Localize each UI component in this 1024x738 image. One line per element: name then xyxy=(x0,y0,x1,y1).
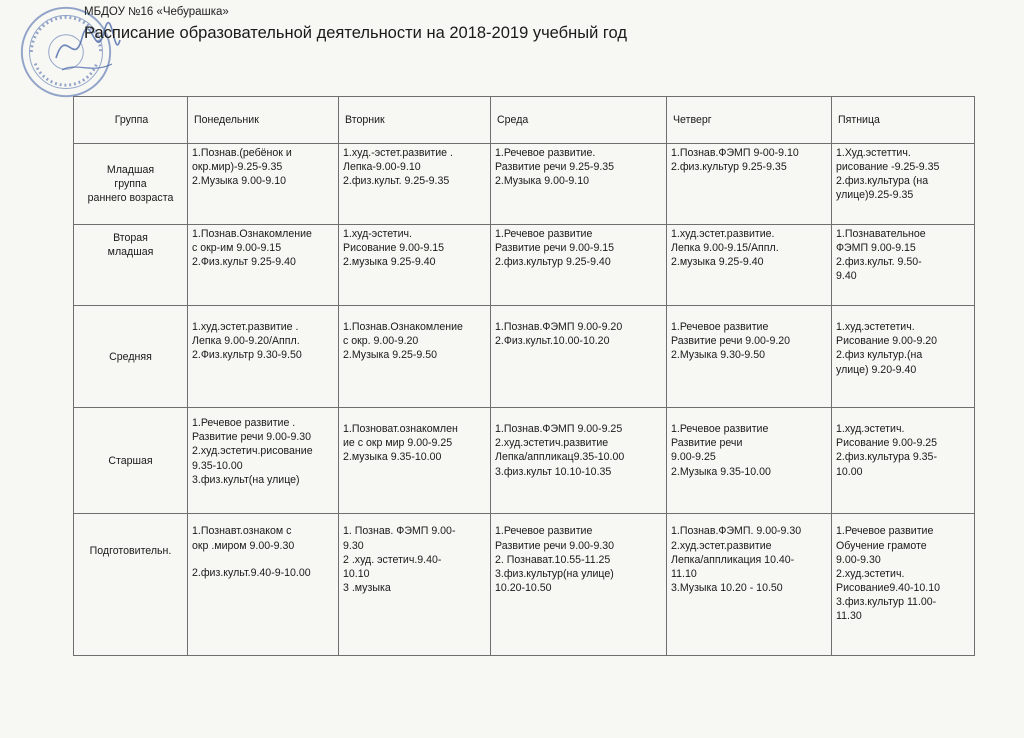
activity-line: Лепка/аппликация 10.40- xyxy=(671,553,795,566)
group-name-line: Средняя xyxy=(109,350,152,363)
activity-line: 2.худ.эстетич.рисование xyxy=(192,445,313,458)
activity-line: 2.физ.культур 9.25-9.35 xyxy=(671,161,787,174)
activity-line: 11.10 xyxy=(671,567,697,580)
activity-line: 9.00-9.30 xyxy=(836,553,881,566)
column-header-monday: Понедельник xyxy=(188,97,339,144)
activity-line: окр .миром 9.00-9.30 xyxy=(192,539,295,552)
schedule-cell-wednesday xyxy=(491,225,667,306)
schedule-cell-wednesday xyxy=(491,514,667,656)
activity-line: 2.Музыка 9.25-9.50 xyxy=(343,349,438,362)
activity-line: 1.Познав.(ребёнок и xyxy=(192,147,292,159)
activity-line: 2.музыка 9.35-10.00 xyxy=(343,451,442,464)
activity-line: 3.физ.культур 11.00- xyxy=(836,595,937,608)
group-name-line: младшая xyxy=(107,246,154,259)
activity-line: Развитие речи xyxy=(671,437,743,450)
activity-line xyxy=(192,553,334,566)
schedule-cell-tuesday xyxy=(339,225,491,306)
activity-line: 2.Музыка 9.00-9.10 xyxy=(495,175,590,188)
activity-line: 1.Познав.Ознакомление xyxy=(343,321,463,334)
group-name-cell xyxy=(74,408,188,514)
activity-line: 1.худ.эстет.развитие . xyxy=(192,321,299,334)
schedule-cell-tuesday xyxy=(339,408,491,514)
activity-line: 9.00-9.25 xyxy=(671,451,716,464)
activity-line: 2.Музыка 9.35-10.00 xyxy=(671,465,771,478)
activity-line: Рисование 9.00-9.20 xyxy=(836,335,938,348)
activity-line: 1.худ.эстет.развитие. xyxy=(671,228,775,241)
activity-line: с окр-им 9.00-9.15 xyxy=(192,242,282,255)
activity-line: 2.физ.культ.9.40-9-10.00 xyxy=(192,566,311,579)
activity-line: 9.40 xyxy=(836,270,857,283)
activity-line: 2.физ.культ. 9.25-9.35 xyxy=(343,175,450,188)
activity-line: 2.физ.культур 9.25-9.40 xyxy=(495,256,611,269)
schedule-cell-friday xyxy=(832,408,975,514)
column-header-thursday: Четверг xyxy=(667,97,832,144)
activity-line: 2.худ.эстетич. xyxy=(836,567,905,580)
activity-line: 2.Физ.культр 9.30-9.50 xyxy=(192,349,302,362)
activity-line: 2.худ.эстет.развитие xyxy=(671,539,772,552)
activity-line: 3.физ.культ(на улице) xyxy=(192,473,300,486)
activity-line: 1.Познав.ФЭМП 9-00-9.10 xyxy=(671,147,799,159)
schedule-cell-friday xyxy=(832,225,975,306)
schedule-cell-friday xyxy=(832,306,975,408)
activity-line: 1.Познав.ФЭМП. 9.00-9.30 xyxy=(671,525,802,538)
schedule-cell-monday xyxy=(188,225,339,306)
activity-line: 9.35-10.00 xyxy=(192,459,243,472)
activity-line: 1.Речевое развитие . xyxy=(192,417,296,430)
activity-line: окр.мир)-9.25-9.35 xyxy=(192,161,283,174)
group-name-line: раннего возраста xyxy=(87,192,174,205)
activity-line: 2.худ.эстетич.развитие xyxy=(495,437,609,450)
activity-line: 2.музыка 9.25-9.40 xyxy=(671,256,764,269)
schedule-cell-monday xyxy=(188,306,339,408)
activity-line: 1.Речевое развитие xyxy=(495,228,593,241)
column-header-tuesday: Вторник xyxy=(339,97,491,144)
schedule-cell-tuesday xyxy=(339,514,491,656)
activity-line: Лепка 9.00-9.20/Аппл. xyxy=(192,335,300,348)
page-title: Расписание образовательной деятельности на 2018-2019 учебный год xyxy=(84,24,627,42)
activity-line: Развитие речи 9.00-9.15 xyxy=(495,242,615,255)
schedule-cell-wednesday xyxy=(491,306,667,408)
activity-line: улице)9.25-9.35 xyxy=(836,189,914,202)
activity-line: улице) 9.20-9.40 xyxy=(836,363,917,376)
activity-line: 3.физ.культур(на улице) xyxy=(495,567,614,580)
activity-line: 3 .музыка xyxy=(343,581,391,594)
group-name-line: Младшая xyxy=(106,163,155,176)
schedule-cell-friday xyxy=(832,144,975,225)
activity-line: 1.Познав.ФЭМП 9.00-9.25 xyxy=(495,423,623,436)
group-name-cell xyxy=(74,306,188,408)
activity-line: 1.Познав.Ознакомление xyxy=(192,228,312,241)
group-name-line: группа xyxy=(114,178,147,191)
schedule-table xyxy=(73,96,975,656)
activity-line: Развитие речи 9.00-9.30 xyxy=(495,539,615,552)
activity-line: 10.20-10.50 xyxy=(495,581,552,594)
activity-line: 1.Познавательное xyxy=(836,228,926,241)
activity-line: 1.Речевое развитие. xyxy=(495,147,596,159)
activity-line: Лепка/аппликац9.35-10.00 xyxy=(495,451,625,464)
activity-line: 1.худ.-эстет.развитие . xyxy=(343,147,453,159)
activity-line: Рисование 9.00-9.25 xyxy=(836,437,938,450)
table-header-row xyxy=(74,97,975,144)
activity-line: 2.физ.культ. 9.50- xyxy=(836,256,922,269)
activity-line: 1.Речевое развитие xyxy=(495,525,593,538)
activity-line: 9.30 xyxy=(343,539,364,552)
activity-line: 1.Познавт.ознаком с xyxy=(192,525,292,538)
activity-line: Развитие речи 9.25-9.35 xyxy=(495,161,615,174)
schedule-cell-thursday xyxy=(667,408,832,514)
schedule-cell-wednesday xyxy=(491,408,667,514)
activity-line: 2.физ.культура (на xyxy=(836,175,929,188)
schedule-cell-tuesday xyxy=(339,144,491,225)
activity-line: Обучение грамоте xyxy=(836,539,927,552)
column-header-wednesday: Среда xyxy=(491,97,667,144)
table-row-second-junior-group xyxy=(74,225,975,306)
activity-line: 2.Музыка 9.00-9.10 xyxy=(192,175,287,188)
organization-name: МБДОУ №16 «Чебурашка» xyxy=(84,6,229,18)
table-row-preparatory-group xyxy=(74,514,975,656)
activity-line: 1.худ.эстетич. xyxy=(836,423,905,436)
activity-line: 2.физ.культура 9.35- xyxy=(836,451,937,464)
activity-line: 2.Физ.культ.10.00-10.20 xyxy=(495,335,610,348)
activity-line: 1.Речевое развитие xyxy=(836,525,934,538)
activity-line: Лепка-9.00-9.10 xyxy=(343,161,421,174)
activity-line: 1.худ-эстетич. xyxy=(343,228,412,241)
column-header-friday: Пятница xyxy=(832,97,975,144)
activity-line: 2 .худ. эстетич.9.40- xyxy=(343,553,442,566)
schedule-cell-thursday xyxy=(667,144,832,225)
group-name-line: Вторая xyxy=(113,232,148,245)
activity-line: 11.30 xyxy=(836,609,862,622)
schedule-cell-tuesday xyxy=(339,306,491,408)
activity-line: Развитие речи 9.00-9.30 xyxy=(192,431,312,444)
activity-line: Развитие речи 9.00-9.20 xyxy=(671,335,791,348)
group-name-cell xyxy=(74,514,188,656)
activity-line: Рисование9.40-10.10 xyxy=(836,581,941,594)
activity-line: 2. Познават.10.55-11.25 xyxy=(495,553,611,566)
activity-line: 1.Познав.ФЭМП 9.00-9.20 xyxy=(495,321,623,334)
group-name-cell xyxy=(74,144,188,225)
activity-line: ие с окр мир 9.00-9.25 xyxy=(343,437,453,450)
activity-line: 1. Познав. ФЭМП 9.00- xyxy=(343,525,456,538)
schedule-cell-monday xyxy=(188,144,339,225)
activity-line: 2.Физ.культ 9.25-9.40 xyxy=(192,256,296,269)
activity-line: 2.Музыка 9.30-9.50 xyxy=(671,349,766,362)
activity-line: 3.физ.культ 10.10-10.35 xyxy=(495,465,612,478)
activity-line: 2.физ культур.(на xyxy=(836,349,923,362)
activity-line: Рисование 9.00-9.15 xyxy=(343,242,445,255)
column-header-group: Группа xyxy=(74,97,188,144)
activity-line: рисование -9.25-9.35 xyxy=(836,161,940,174)
activity-line: с окр. 9.00-9.20 xyxy=(343,335,419,348)
activity-line: 1.Речевое развитие xyxy=(671,423,769,436)
table-row-senior-group xyxy=(74,408,975,514)
schedule-cell-wednesday xyxy=(491,144,667,225)
schedule-cell-friday xyxy=(832,514,975,656)
activity-line: 3.Музыка 10.20 - 10.50 xyxy=(671,581,783,594)
schedule-cell-thursday xyxy=(667,306,832,408)
schedule-cell-thursday xyxy=(667,225,832,306)
activity-line: 10.10 xyxy=(343,567,370,580)
activity-line: 2.музыка 9.25-9.40 xyxy=(343,256,436,269)
group-name-line: Подготовительн. xyxy=(89,545,172,558)
schedule-cell-monday xyxy=(188,408,339,514)
schedule-cell-thursday xyxy=(667,514,832,656)
activity-line: 1.худ.эстететич. xyxy=(836,321,915,334)
group-name-cell xyxy=(74,225,188,306)
schedule-cell-monday xyxy=(188,514,339,656)
activity-line: 1.Речевое развитие xyxy=(671,321,769,334)
activity-line: 1.Худ.эстеттич. xyxy=(836,147,911,159)
activity-line: 10.00 xyxy=(836,465,863,478)
activity-line: Лепка 9.00-9.15/Аппл. xyxy=(671,242,779,255)
activity-line: ФЭМП 9.00-9.15 xyxy=(836,242,916,255)
activity-line: 1.Позноват.ознакомлен xyxy=(343,423,458,436)
table-row-middle-group xyxy=(74,306,975,408)
table-row-early-age-group xyxy=(74,144,975,225)
group-name-line: Старшая xyxy=(108,454,153,467)
